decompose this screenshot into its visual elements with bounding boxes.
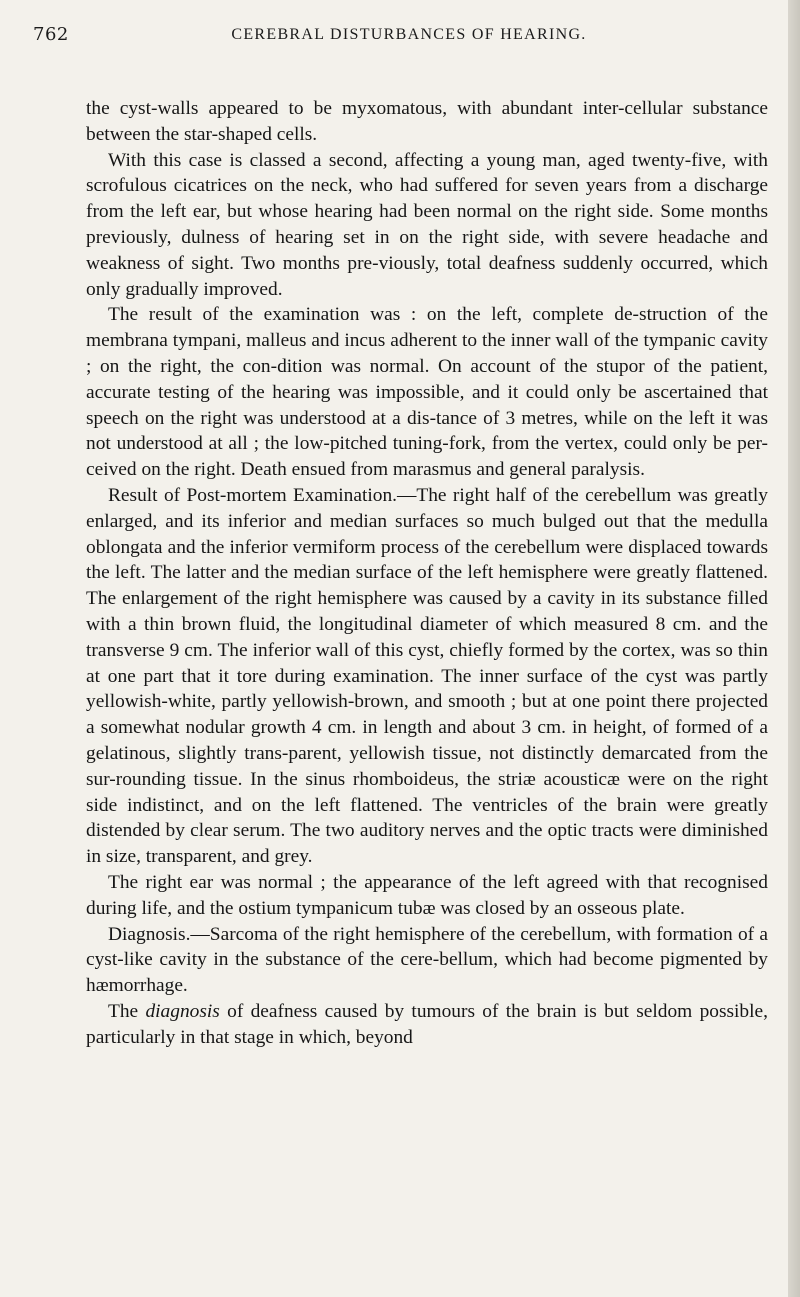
paragraph-7-rest: of deafness caused by tumours of the brain is but seldom possible, particularly in that stage in which, beyond [86,1000,768,1048]
body-text [86,96,768,1050]
page-edge [788,0,800,1297]
paragraph-5: The right ear was normal ; the appearance of the left agreed with that recognised during life, and the ostium tympanicum tubæ was closed by an osseous plate. [86,871,768,919]
running-head: CEREBRAL DISTURBANCES OF HEARING. [231,26,587,43]
page-header [0,14,800,46]
paragraph-7-italic: diagnosis [145,1000,220,1022]
paragraph-7 [86,999,768,1051]
paragraph-6: Diagnosis.—Sarcoma of the right hemisphere of the cerebellum, with formation of a cyst-like cavity in the substance of the cere-bellum, which had become pigmented by hæmorrhage. [86,923,768,997]
paragraph-3: The result of the examination was : on the left, complete de-struction of the membrana tympani, malleus and incus adherent to the inner wall of the tympanic cavity ; on the right, the con-dition was normal. On account of the stupor of the patient, accurate testing of the hearing was impossible, and it could only be ascertained that speech on the right was understood at a dis-tance of 3 metres, while on the left it was not understood at all ; the low-pitched tuning-fork, from the vertex, could only be per-ceived on the right. Death ensued from marasmus and general paralysis. [86,304,768,481]
page-number: 762 [33,24,69,45]
paragraph-1: the cyst-walls appeared to be myxomatous, with abundant inter-cellular substance between the star-shaped cells. [86,98,768,145]
paragraph-2: With this case is classed a second, affecting a young man, aged twenty-five, with scrofulous cicatrices on the neck, who had suffered for seven years from a discharge from the left ear, but whose hearing had been normal on the right side. Some months previously, dulness of hearing set in on the right side, with severe headache and weakness of sight. Two months pre-viously, total deafness suddenly occurred, which only gradually improved. [86,149,768,300]
paragraph-4: Result of Post-mortem Examination.—The right half of the cerebellum was greatly enlarged, and its inferior and median surfaces so much bulged out that the medulla oblongata and the inferior vermiform process of the cerebellum were displaced towards the left. The latter and the median surface of the left hemisphere were greatly flattened. The enlargement of the right hemisphere was caused by a cavity in its substance filled with a thin brown fluid, the longitudinal diameter of which measured 8 cm. and the transverse 9 cm. The inferior wall of this cyst, chiefly formed by the cortex, was so thin at one part that it tore during examination. The inner surface of the cyst was partly yellowish-white, partly yellowish-brown, and smooth ; but at one point there projected a somewhat nodular growth 4 cm. in length and about 3 cm. in height, of formed of a gelatinous, slightly trans-parent, yellowish tissue, not distinctly demarcated from the sur-rounding tissue. In the sinus rhomboideus, the striæ acousticæ were on the right side indistinct, and on the left flattened. The ventricles of the brain were greatly distended by clear serum. The two auditory nerves and the optic tracts were diminished in size, transparent, and grey. [86,484,768,868]
paragraph-7-lead: The [108,1000,139,1022]
